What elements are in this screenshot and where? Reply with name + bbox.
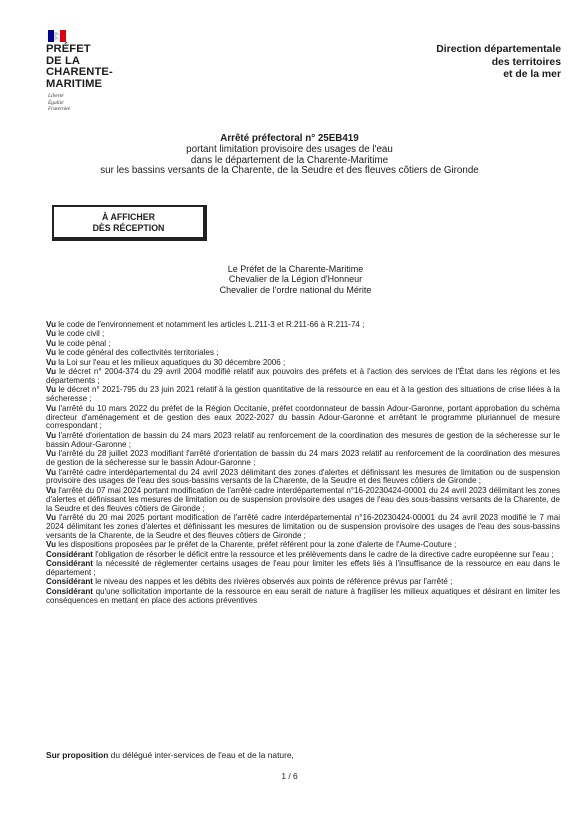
- motto-line: Fraternité: [48, 106, 71, 113]
- consideration-keyword: Vu: [46, 367, 56, 377]
- decree-subject-line: sur les bassins versants de la Charente, de la Seudre et des fleuves côtiers de Gironde: [100, 165, 479, 177]
- consideration-text: l'arrêté cadre interdépartemental du 24 avril 2023 délimitant des zones d'alertes et définissant les mesures de limitation ou de suspension provisoire des usages de l'eau des sous-bassins versants de la Charente, de la Seudre et des fleuves côtiers de Gironde ;: [46, 467, 560, 486]
- consideration-paragraph: [46, 514, 560, 541]
- consideration-text: l'arrêté d'orientation de bassin du 24 mars 2023 relatif au renforcement de la coordination des mesures de gestion de la sécheresse sur le bassin Adour-Garonne ;: [46, 430, 560, 449]
- logo-name: [46, 44, 113, 90]
- consideration-keyword: Vu: [46, 329, 56, 339]
- motto-line: Égalité: [48, 99, 64, 106]
- consideration-keyword: Vu: [46, 430, 56, 440]
- consideration-text: le code de l'environnement et notamment les articles L.211-3 et R.211-66 à R.211-74 ;: [55, 320, 365, 329]
- consideration-paragraph: [46, 386, 560, 404]
- marianne-flag-icon: [48, 30, 66, 42]
- consideration-text: le code général des collectivités territoriales ;: [55, 348, 219, 358]
- decree-subject-line: dans le département de la Charente-Maritime: [190, 154, 389, 166]
- prefect-line: Le Préfet de la Charente-Maritime: [227, 264, 364, 274]
- proposition-text: du délégué inter-services de l'eau et de la nature,: [108, 750, 294, 760]
- consideration-text: l'obligation de résorber le déficit entre la ressource et les prélèvements dans le cadre de la directive cadre européenne sur l'eau ;: [92, 549, 554, 559]
- consideration-keyword: Vu: [46, 403, 56, 413]
- direction-line: Direction départementale: [436, 44, 561, 55]
- consideration-text: le décret n° 2021-795 du 23 juin 2021 relatif à la gestion quantitative de la ressource en eau et à la gestion des situations de crise liées à la sécheresse ;: [46, 385, 560, 404]
- consideration-text: qu'une sollicitation importante de la ressource en eau serait de nature à fragiliser les milieux aquatiques et désirant en limiter les conséquences en mettant en place des actions préventives: [46, 586, 560, 605]
- legal-considerations: [46, 321, 560, 606]
- display-notice-stamp: [52, 205, 207, 241]
- direction-line: et de la mer: [503, 69, 561, 81]
- motto-line: Liberté: [48, 93, 64, 99]
- consideration-text: l'arrêté du 07 mai 2024 portant modification de l'arrêté cadre interdépartemental n°16-20230424-00001 du 24 avril 2023 délimitant les zones d'alertes et définissant les mesures de limitation ou de suspension provisoire des usages de l'eau des sous-bassins versants de la Charente, de la Seudre et des fleuves côtiers de Gironde ;: [46, 485, 560, 513]
- consideration-keyword: Considérant: [46, 549, 93, 559]
- consideration-keyword: Considérant: [46, 559, 93, 569]
- prefect-titles: [0, 264, 579, 295]
- decree-subject-line: portant limitation provisoire des usages de l'eau: [186, 143, 393, 155]
- consideration-keyword: Vu: [46, 385, 56, 395]
- stamp-line: À AFFICHER: [102, 212, 155, 222]
- consideration-keyword: Considérant: [46, 586, 93, 596]
- consideration-text: le code civil ;: [55, 329, 105, 339]
- consideration-paragraph: [46, 368, 560, 386]
- proposition-line: [46, 750, 294, 760]
- logo-name-line: PRÉFET: [46, 43, 91, 55]
- consideration-keyword: Vu: [46, 540, 56, 550]
- consideration-paragraph: [46, 450, 560, 468]
- issuing-direction: [436, 44, 561, 82]
- consideration-text: la nécessité de réglementer certains usages de l'eau pour limiter les effets liés à l'insuffisance de la ressource en eau dans le département ;: [46, 559, 560, 577]
- consideration-paragraph: [46, 469, 560, 487]
- consideration-text: le niveau des nappes et les débits des rivières observés aux points de référence prévus par l'arrêté ;: [92, 577, 453, 587]
- stamp-line: DÈS RÉCEPTION: [92, 222, 165, 233]
- consideration-paragraph: [46, 330, 560, 339]
- consideration-text: l'arrêté du 20 mai 2025 portant modification de l'arrêté cadre interdépartemental n°16-20230424-00001 du 24 avril 2023 modifié le 7 mai 2024 délimitant les zones d'alertes et définissant les mesures de limitation ou de suspension provisoire des usages de l'eau des sous-bassins versants de la Charente, de la Seudre et des fleuves côtiers de Gironde ;: [46, 513, 560, 540]
- decree-number: Arrêté préfectoral n° 25EB419: [220, 133, 359, 144]
- consideration-text: le décret n° 2004-374 du 29 avril 2004 modifié relatif aux pouvoirs des préfets et à l'action des services de l'État dans les régions et les départements ;: [46, 367, 560, 385]
- consideration-keyword: Vu: [46, 513, 56, 523]
- consideration-keyword: Vu: [46, 485, 56, 495]
- consideration-text: les dispositions proposées par le préfet de la Charente, préfet référent pour la zone d'alerte de l'Aume-Couture ;: [55, 540, 457, 550]
- prefect-line: Chevalier de l'ordre national du Mérite: [219, 284, 372, 295]
- consideration-keyword: Vu: [46, 348, 56, 358]
- consideration-keyword: Vu: [46, 467, 56, 477]
- consideration-paragraph: [46, 588, 560, 606]
- consideration-paragraph: [46, 560, 560, 578]
- consideration-keyword: Vu: [46, 320, 56, 329]
- logo-name-line: DE LA: [46, 54, 81, 67]
- consideration-text: l'arrêté du 28 juillet 2023 modifiant l'arrêté d'orientation de bassin du 24 mars 2023 relatif au renforcement de la coordination des mesures de gestion de la sécheresse sur le bassin Adour-Garonne ;: [46, 449, 560, 468]
- consideration-text: le code pénal ;: [55, 338, 111, 348]
- prefect-line: Chevalier de la Légion d'Honneur: [228, 274, 363, 285]
- consideration-text: l'arrêté du 10 mars 2022 du préfet de la Région Occitanie, préfet coordonnateur de bassin Adour-Garonne, portant approbation du schéma directeur d'aménagement et de gestion des eaux 2022-2027 du bassin Adour-Garonne et arrêtant le programme pluriannuel de mesure correspondant ;: [46, 403, 560, 431]
- consideration-keyword: Vu: [46, 357, 56, 367]
- page-number: 1 / 6: [281, 771, 298, 781]
- logo-name-line: MARITIME: [46, 77, 103, 90]
- consideration-paragraph: [46, 405, 560, 432]
- consideration-paragraph: [46, 487, 560, 514]
- consideration-keyword: Considérant: [46, 577, 93, 587]
- logo-name-line: CHARENTE-: [46, 66, 113, 79]
- direction-line: des territoires: [491, 56, 561, 68]
- proposition-keyword: Sur proposition: [46, 750, 109, 760]
- consideration-keyword: Vu: [46, 449, 56, 459]
- decree-title: [0, 134, 579, 177]
- republic-motto: [48, 93, 70, 113]
- consideration-paragraph: [46, 321, 560, 330]
- consideration-paragraph: [46, 432, 560, 450]
- consideration-text: la Loi sur l'eau et les milieux aquatiques du 30 décembre 2006 ;: [55, 357, 286, 367]
- consideration-keyword: Vu: [46, 338, 56, 348]
